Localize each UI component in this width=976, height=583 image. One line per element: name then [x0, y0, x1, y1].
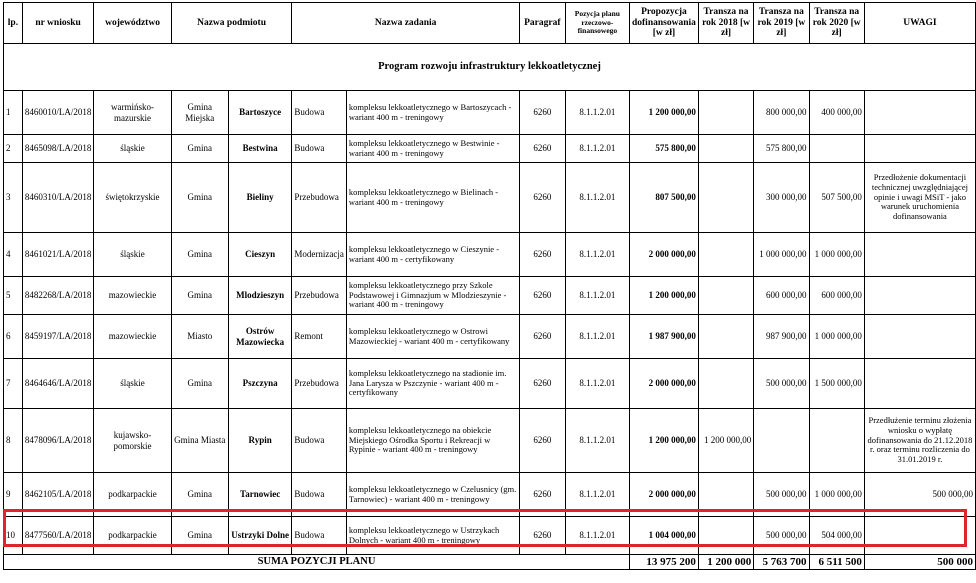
- cell-nazwa-zadania: kompleksu lekkoatletycznego przy Szkole Podstawowej i Gimnazjum w Mlodzieszynie - wariant 400 m - treningowy: [346, 277, 519, 315]
- cell-nazwa-zadania: kompleksu lekkoatletycznego w Ostrowi Mazowieckiej - wariant 400 m - certyfikowany: [346, 315, 519, 359]
- cell-pozycja: 8.1.1.2.01: [565, 315, 629, 359]
- cell-nazwa-zadania: kompleksu lekkoatletycznego w Bartoszycach - wariant 400 m - treningowy: [346, 91, 519, 135]
- cell-typ-podmiotu: Gmina: [171, 135, 228, 163]
- table-row: [4, 315, 976, 359]
- cell-nazwa-zadania: kompleksu lekkoatletycznego w Bielinach - wariant 400 m - treningowy: [346, 163, 519, 233]
- header-nazwa-podmiotu: Nazwa podmiotu: [171, 3, 292, 44]
- cell-uwagi: [864, 233, 975, 277]
- table-row: [4, 517, 976, 555]
- sum-transza-2020: 6 511 500: [809, 555, 864, 570]
- cell-typ-podmiotu: Gmina: [171, 163, 228, 233]
- cell-pozycja: 8.1.1.2.01: [565, 135, 629, 163]
- cell-wojewodztwo: mazowieckie: [94, 277, 171, 315]
- cell-wojewodztwo: śląskie: [94, 135, 171, 163]
- cell-uwagi: [864, 135, 975, 163]
- cell-uwagi: Przedłożenie dokumentacji technicznej uwzględniającej opinie i uwagi MSiT - jako warunek uruchomienia dofinansowania: [864, 163, 975, 233]
- cell-propozycja: 1 200 000,00: [629, 409, 698, 473]
- cell-nazwa-zadania: kompleksu lekkoatletycznego w Ustrzykach Dolnych - wariant 400 m - treningowy: [346, 517, 519, 555]
- table-row: [4, 473, 976, 517]
- cell-rodzaj: Remont: [292, 315, 346, 359]
- cell-paragraf: 6260: [519, 473, 565, 517]
- cell-pozycja: 8.1.1.2.01: [565, 233, 629, 277]
- cell-lp: 5: [4, 277, 23, 315]
- cell-paragraf: 6260: [519, 315, 565, 359]
- cell-propozycja: 2 000 000,00: [629, 233, 698, 277]
- cell-paragraf: 6260: [519, 233, 565, 277]
- cell-nr-wniosku: 8460010/LA/2018: [22, 91, 94, 135]
- cell-nazwa-zadania: kompleksu lekkoatletycznego w Bestwinie - wariant 400 m - treningowy: [346, 135, 519, 163]
- cell-transza-2020: [809, 135, 864, 163]
- cell-nr-wniosku: 8459197/LA/2018: [22, 315, 94, 359]
- sum-transza-2018: 1 200 000: [698, 555, 753, 570]
- cell-lp: 9: [4, 473, 23, 517]
- cell-pozycja: 8.1.1.2.01: [565, 91, 629, 135]
- cell-lp: 2: [4, 135, 23, 163]
- cell-wojewodztwo: kujawsko-pomorskie: [94, 409, 171, 473]
- cell-pozycja: 8.1.1.2.01: [565, 517, 629, 555]
- cell-pozycja: 8.1.1.2.01: [565, 277, 629, 315]
- cell-nazwa-podmiotu: Bieliny: [228, 163, 292, 233]
- cell-propozycja: 1 200 000,00: [629, 91, 698, 135]
- table-row: [4, 233, 976, 277]
- cell-pozycja: 8.1.1.2.01: [565, 359, 629, 409]
- cell-transza-2018: [698, 315, 753, 359]
- cell-uwagi: [864, 315, 975, 359]
- sum-propozycja: 13 975 200: [629, 555, 698, 570]
- cell-paragraf: 6260: [519, 359, 565, 409]
- cell-transza-2019: 500 000,00: [754, 359, 809, 409]
- cell-lp: 1: [4, 91, 23, 135]
- sum-label: SUMA POZYCJI PLANU: [4, 555, 630, 570]
- cell-wojewodztwo: podkarpackie: [94, 517, 171, 555]
- cell-transza-2019: 500 000,00: [754, 473, 809, 517]
- cell-paragraf: 6260: [519, 517, 565, 555]
- cell-typ-podmiotu: Miasto: [171, 315, 228, 359]
- cell-transza-2020: 1 000 000,00: [809, 315, 864, 359]
- cell-pozycja: 8.1.1.2.01: [565, 409, 629, 473]
- cell-transza-2020: 504 000,00: [809, 517, 864, 555]
- cell-paragraf: 6260: [519, 277, 565, 315]
- cell-lp: 3: [4, 163, 23, 233]
- cell-transza-2018: [698, 233, 753, 277]
- cell-nazwa-zadania: kompleksu lekkoatletycznego na obiekcie Miejskiego Ośrodka Sportu i Rekreacji w Rypinie - wariant 400 m - treningowy: [346, 409, 519, 473]
- sum-row: [4, 555, 976, 570]
- cell-transza-2019: [754, 409, 809, 473]
- cell-wojewodztwo: podkarpackie: [94, 473, 171, 517]
- cell-transza-2019: 500 000,00: [754, 517, 809, 555]
- cell-transza-2019: 800 000,00: [754, 91, 809, 135]
- cell-nazwa-podmiotu: Mlodzieszyn: [228, 277, 292, 315]
- cell-nazwa-podmiotu: Bartoszyce: [228, 91, 292, 135]
- cell-transza-2018: [698, 359, 753, 409]
- cell-nazwa-zadania: kompleksu lekkoatletycznego w Czelusnicy (gm. Tarnowiec) - wariant 400 m - treningowy: [346, 473, 519, 517]
- table-row: [4, 277, 976, 315]
- cell-nazwa-podmiotu: Ustrzyki Dolne: [228, 517, 292, 555]
- cell-rodzaj: Budowa: [292, 473, 346, 517]
- cell-propozycja: 2 000 000,00: [629, 359, 698, 409]
- header-propozycja: Propozycja dofinansowania [w zł]: [629, 3, 698, 44]
- cell-nazwa-podmiotu: Bestwina: [228, 135, 292, 163]
- cell-transza-2018: [698, 473, 753, 517]
- cell-nazwa-podmiotu: Cieszyn: [228, 233, 292, 277]
- header-nr-wniosku: nr wniosku: [22, 3, 94, 44]
- cell-pozycja: 8.1.1.2.01: [565, 473, 629, 517]
- header-transza-2018: Transza na rok 2018 [w zł]: [698, 3, 753, 44]
- sum-transza-2019: 5 763 700: [754, 555, 809, 570]
- cell-transza-2020: 507 500,00: [809, 163, 864, 233]
- cell-propozycja: 1 200 000,00: [629, 277, 698, 315]
- cell-uwagi: [864, 277, 975, 315]
- cell-wojewodztwo: mazowieckie: [94, 315, 171, 359]
- cell-typ-podmiotu: Gmina Miejska: [171, 91, 228, 135]
- cell-nazwa-podmiotu: Tarnowiec: [228, 473, 292, 517]
- cell-nr-wniosku: 8464646/LA/2018: [22, 359, 94, 409]
- sum-uwagi: 500 000: [864, 555, 975, 570]
- cell-uwagi: [864, 517, 975, 555]
- cell-nr-wniosku: 8465098/LA/2018: [22, 135, 94, 163]
- cell-transza-2018: [698, 277, 753, 315]
- cell-rodzaj: Przebudowa: [292, 359, 346, 409]
- cell-nr-wniosku: 8482268/LA/2018: [22, 277, 94, 315]
- cell-nr-wniosku: 8478096/LA/2018: [22, 409, 94, 473]
- cell-wojewodztwo: warmińsko-mazurskie: [94, 91, 171, 135]
- cell-paragraf: 6260: [519, 91, 565, 135]
- cell-propozycja: 1 004 000,00: [629, 517, 698, 555]
- cell-lp: 4: [4, 233, 23, 277]
- cell-paragraf: 6260: [519, 409, 565, 473]
- cell-nazwa-zadania: kompleksu lekkoatletycznego w Cieszynie - wariant 400 m - certyfikowany: [346, 233, 519, 277]
- cell-transza-2020: 400 000,00: [809, 91, 864, 135]
- header-row: [4, 3, 976, 44]
- cell-propozycja: 575 800,00: [629, 135, 698, 163]
- cell-transza-2018: [698, 91, 753, 135]
- cell-uwagi: Przedłużenie terminu złożenia wniosku o wypłatę dofinansowania do 21.12.2018 r. oraz terminu rozliczenia do 31.01.2019 r.: [864, 409, 975, 473]
- cell-nazwa-podmiotu: Rypin: [228, 409, 292, 473]
- table-row: [4, 91, 976, 135]
- cell-rodzaj: Budowa: [292, 517, 346, 555]
- cell-transza-2020: 1 000 000,00: [809, 473, 864, 517]
- cell-transza-2018: [698, 163, 753, 233]
- cell-wojewodztwo: śląskie: [94, 233, 171, 277]
- cell-paragraf: 6260: [519, 135, 565, 163]
- cell-wojewodztwo: świętokrzyskie: [94, 163, 171, 233]
- cell-propozycja: 1 987 900,00: [629, 315, 698, 359]
- cell-nr-wniosku: 8460310/LA/2018: [22, 163, 94, 233]
- table-row: [4, 359, 976, 409]
- cell-nazwa-podmiotu: Ostrów Mazowiecka: [228, 315, 292, 359]
- cell-paragraf: 6260: [519, 163, 565, 233]
- cell-uwagi: [864, 359, 975, 409]
- table-row: [4, 409, 976, 473]
- header-wojewodztwo: województwo: [94, 3, 171, 44]
- header-transza-2020: Transza na rok 2020 [w zł]: [809, 3, 864, 44]
- cell-transza-2020: 1 500 000,00: [809, 359, 864, 409]
- cell-propozycja: 2 000 000,00: [629, 473, 698, 517]
- header-nazwa-zadania: Nazwa zadania: [292, 3, 519, 44]
- cell-lp: 10: [4, 517, 23, 555]
- cell-rodzaj: Modernizacja: [292, 233, 346, 277]
- cell-rodzaj: Budowa: [292, 91, 346, 135]
- cell-lp: 7: [4, 359, 23, 409]
- cell-transza-2020: 600 000,00: [809, 277, 864, 315]
- header-paragraf: Paragraf: [519, 3, 565, 44]
- cell-transza-2019: 300 000,00: [754, 163, 809, 233]
- cell-transza-2019: 600 000,00: [754, 277, 809, 315]
- cell-typ-podmiotu: Gmina: [171, 277, 228, 315]
- table-row: [4, 163, 976, 233]
- cell-typ-podmiotu: Gmina: [171, 359, 228, 409]
- cell-transza-2019: 987 900,00: [754, 315, 809, 359]
- cell-nazwa-podmiotu: Pszczyna: [228, 359, 292, 409]
- cell-transza-2019: 575 800,00: [754, 135, 809, 163]
- cell-nr-wniosku: 8477560/LA/2018: [22, 517, 94, 555]
- cell-lp: 6: [4, 315, 23, 359]
- cell-rodzaj: Przebudowa: [292, 163, 346, 233]
- cell-lp: 8: [4, 409, 23, 473]
- header-lp: lp.: [4, 3, 23, 44]
- cell-rodzaj: Przebudowa: [292, 277, 346, 315]
- header-transza-2019: Transza na rok 2019 [w zł]: [754, 3, 809, 44]
- cell-typ-podmiotu: Gmina: [171, 473, 228, 517]
- cell-typ-podmiotu: Gmina Miasta: [171, 409, 228, 473]
- cell-rodzaj: Budowa: [292, 409, 346, 473]
- cell-transza-2020: 1 000 000,00: [809, 233, 864, 277]
- cell-propozycja: 807 500,00: [629, 163, 698, 233]
- cell-nr-wniosku: 8462105/LA/2018: [22, 473, 94, 517]
- section-row: [4, 44, 976, 91]
- table-row: [4, 135, 976, 163]
- cell-transza-2018: [698, 135, 753, 163]
- cell-wojewodztwo: śląskie: [94, 359, 171, 409]
- funding-table: [3, 2, 976, 570]
- cell-nazwa-zadania: kompleksu lekkoatletycznego na stadionie im. Jana Larysza w Pszczynie - wariant 400 m - certyfikowany: [346, 359, 519, 409]
- cell-transza-2020: [809, 409, 864, 473]
- header-uwagi: UWAGI: [864, 3, 975, 44]
- cell-nr-wniosku: 8461021/LA/2018: [22, 233, 94, 277]
- cell-typ-podmiotu: Gmina: [171, 233, 228, 277]
- cell-transza-2019: 1 000 000,00: [754, 233, 809, 277]
- cell-typ-podmiotu: Gmina: [171, 517, 228, 555]
- cell-uwagi: [864, 91, 975, 135]
- header-pozycja-planu: Pozycja planu rzeczowo-finansowego: [565, 3, 629, 44]
- cell-transza-2018: [698, 517, 753, 555]
- cell-uwagi: 500 000,00: [864, 473, 975, 517]
- cell-transza-2018: 1 200 000,00: [698, 409, 753, 473]
- cell-rodzaj: Budowa: [292, 135, 346, 163]
- section-title: Program rozwoju infrastruktury lekkoatletycznej: [4, 44, 976, 91]
- cell-pozycja: 8.1.1.2.01: [565, 163, 629, 233]
